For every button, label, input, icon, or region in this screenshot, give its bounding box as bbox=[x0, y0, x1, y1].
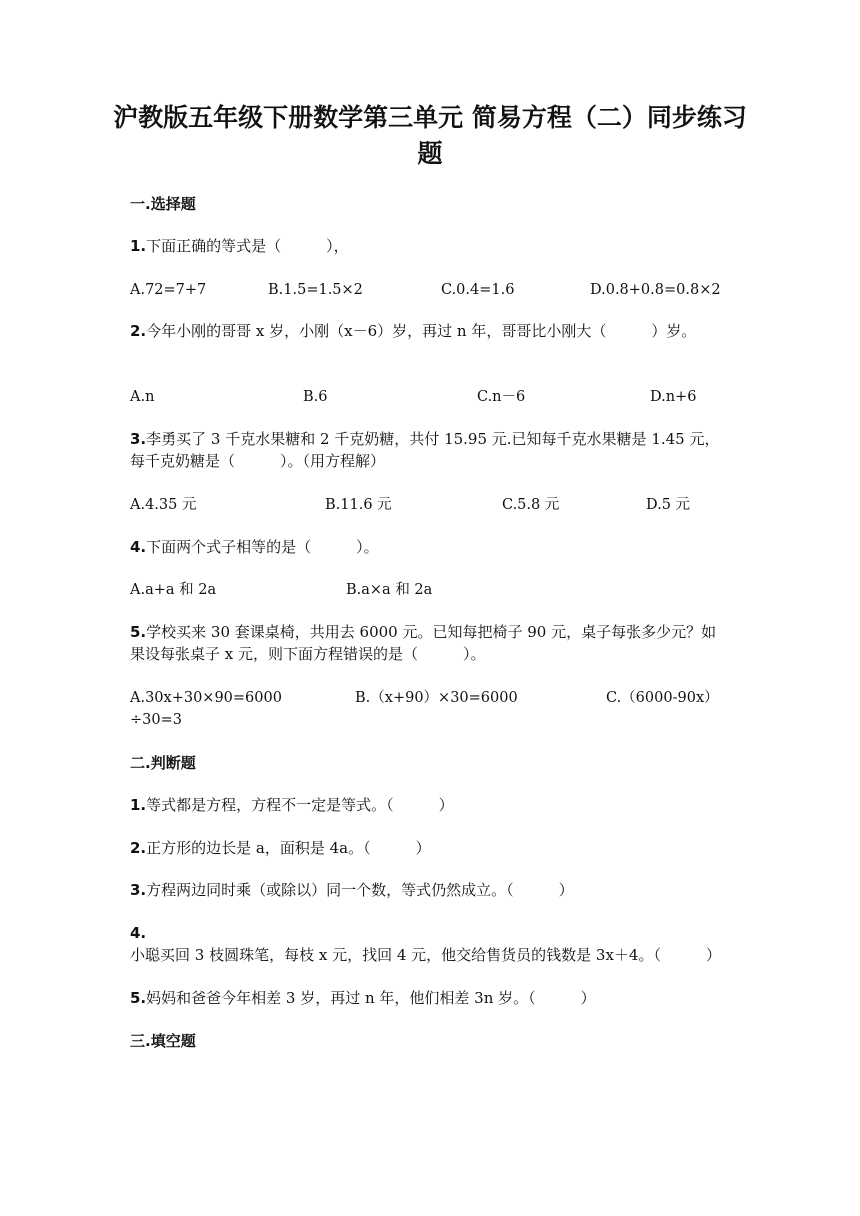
option-a[interactable]: A.30x+30×90=6000 bbox=[130, 690, 282, 706]
question-text: 正方形的边长是 a，面积是 4a。（ ） bbox=[146, 839, 431, 857]
question-choice-1 bbox=[130, 235, 730, 257]
question-judge-3 bbox=[130, 879, 730, 901]
option-a[interactable]: A.n bbox=[130, 389, 155, 405]
question-text: 下面正确的等式是（ ）， bbox=[146, 237, 349, 255]
option-b[interactable]: B.6 bbox=[303, 389, 328, 405]
question-text: 小聪买回 3 枝圆珠笔，每枝 x 元，找回 4 元，他交给售货员的钱数是 3x＋4。（ ） bbox=[130, 946, 721, 964]
question-choice-3 bbox=[130, 428, 730, 472]
option-b[interactable]: B.a×a 和 2a bbox=[346, 582, 433, 598]
section-heading-choice: 一.选择题 bbox=[130, 195, 196, 213]
option-a[interactable]: A.4.35 元 bbox=[130, 497, 197, 513]
question-text: 方程两边同时乘（或除以）同一个数，等式仍然成立。（ ） bbox=[146, 881, 574, 899]
question-number: 4. bbox=[130, 924, 147, 942]
option-c[interactable]: C.（6000-90x） bbox=[606, 690, 719, 706]
option-d[interactable]: D.5 元 bbox=[646, 497, 691, 513]
question-text: 下面两个式子相等的是（ ）。 bbox=[146, 538, 379, 556]
option-c-continued: ÷30=3 bbox=[130, 712, 182, 728]
question-judge-1 bbox=[130, 794, 730, 816]
option-b[interactable]: B.11.6 元 bbox=[325, 497, 392, 513]
section-heading-judge: 二.判断题 bbox=[130, 754, 196, 772]
question-judge-5 bbox=[130, 987, 730, 1009]
option-c[interactable]: C.0.4=1.6 bbox=[441, 282, 515, 298]
question-choice-4 bbox=[130, 536, 730, 558]
question-number: 3. bbox=[130, 881, 147, 899]
option-a[interactable]: A.a+a 和 2a bbox=[130, 582, 217, 598]
question-choice-5 bbox=[130, 621, 730, 665]
option-d[interactable]: D.n+6 bbox=[650, 389, 697, 405]
question-number: 5. bbox=[130, 623, 147, 641]
question-number: 3. bbox=[130, 430, 147, 448]
question-text: 今年小刚的哥哥 x 岁，小刚（x－6）岁，再过 n 年，哥哥比小刚大（ ）岁。 bbox=[146, 322, 697, 340]
question-text: 李勇买了 3 千克水果糖和 2 千克奶糖，共付 15.95 元.已知每千克水果糖是 1.45 元，每千克奶糖是（ ）。（用方程解） bbox=[130, 430, 720, 470]
question-number: 2. bbox=[130, 322, 147, 340]
question-text: 学校买来 30 套课桌椅，共用去 6000 元。已知每把椅子 90 元，桌子每张多少元？如果设每张桌子 x 元，则下面方程错误的是（ ）。 bbox=[130, 623, 717, 663]
option-c[interactable]: C.5.8 元 bbox=[502, 497, 560, 513]
question-number: 4. bbox=[130, 538, 147, 556]
option-a[interactable]: A.72=7+7 bbox=[130, 282, 207, 298]
question-number: 1. bbox=[130, 796, 147, 814]
option-b[interactable]: B.（x+90）×30=6000 bbox=[355, 690, 518, 706]
page-title: 沪教版五年级下册数学第三单元 简易方程（二）同步练习题 bbox=[113, 103, 747, 168]
question-number: 5. bbox=[130, 989, 147, 1007]
question-choice-2 bbox=[130, 320, 730, 342]
question-number: 2. bbox=[130, 839, 147, 857]
question-judge-2 bbox=[130, 837, 730, 859]
option-b[interactable]: B.1.5=1.5×2 bbox=[268, 282, 363, 298]
section-heading-fill: 三.填空题 bbox=[130, 1032, 196, 1050]
question-text: 等式都是方程，方程不一定是等式。（ ） bbox=[146, 796, 454, 814]
option-d[interactable]: D.0.8+0.8=0.8×2 bbox=[590, 282, 721, 298]
question-text: 妈妈和爸爸今年相差 3 岁，再过 n 年，他们相差 3n 岁。（ ） bbox=[146, 989, 596, 1007]
question-number: 1. bbox=[130, 237, 147, 255]
option-c[interactable]: C.n－6 bbox=[477, 389, 526, 405]
question-judge-4 bbox=[130, 922, 730, 966]
